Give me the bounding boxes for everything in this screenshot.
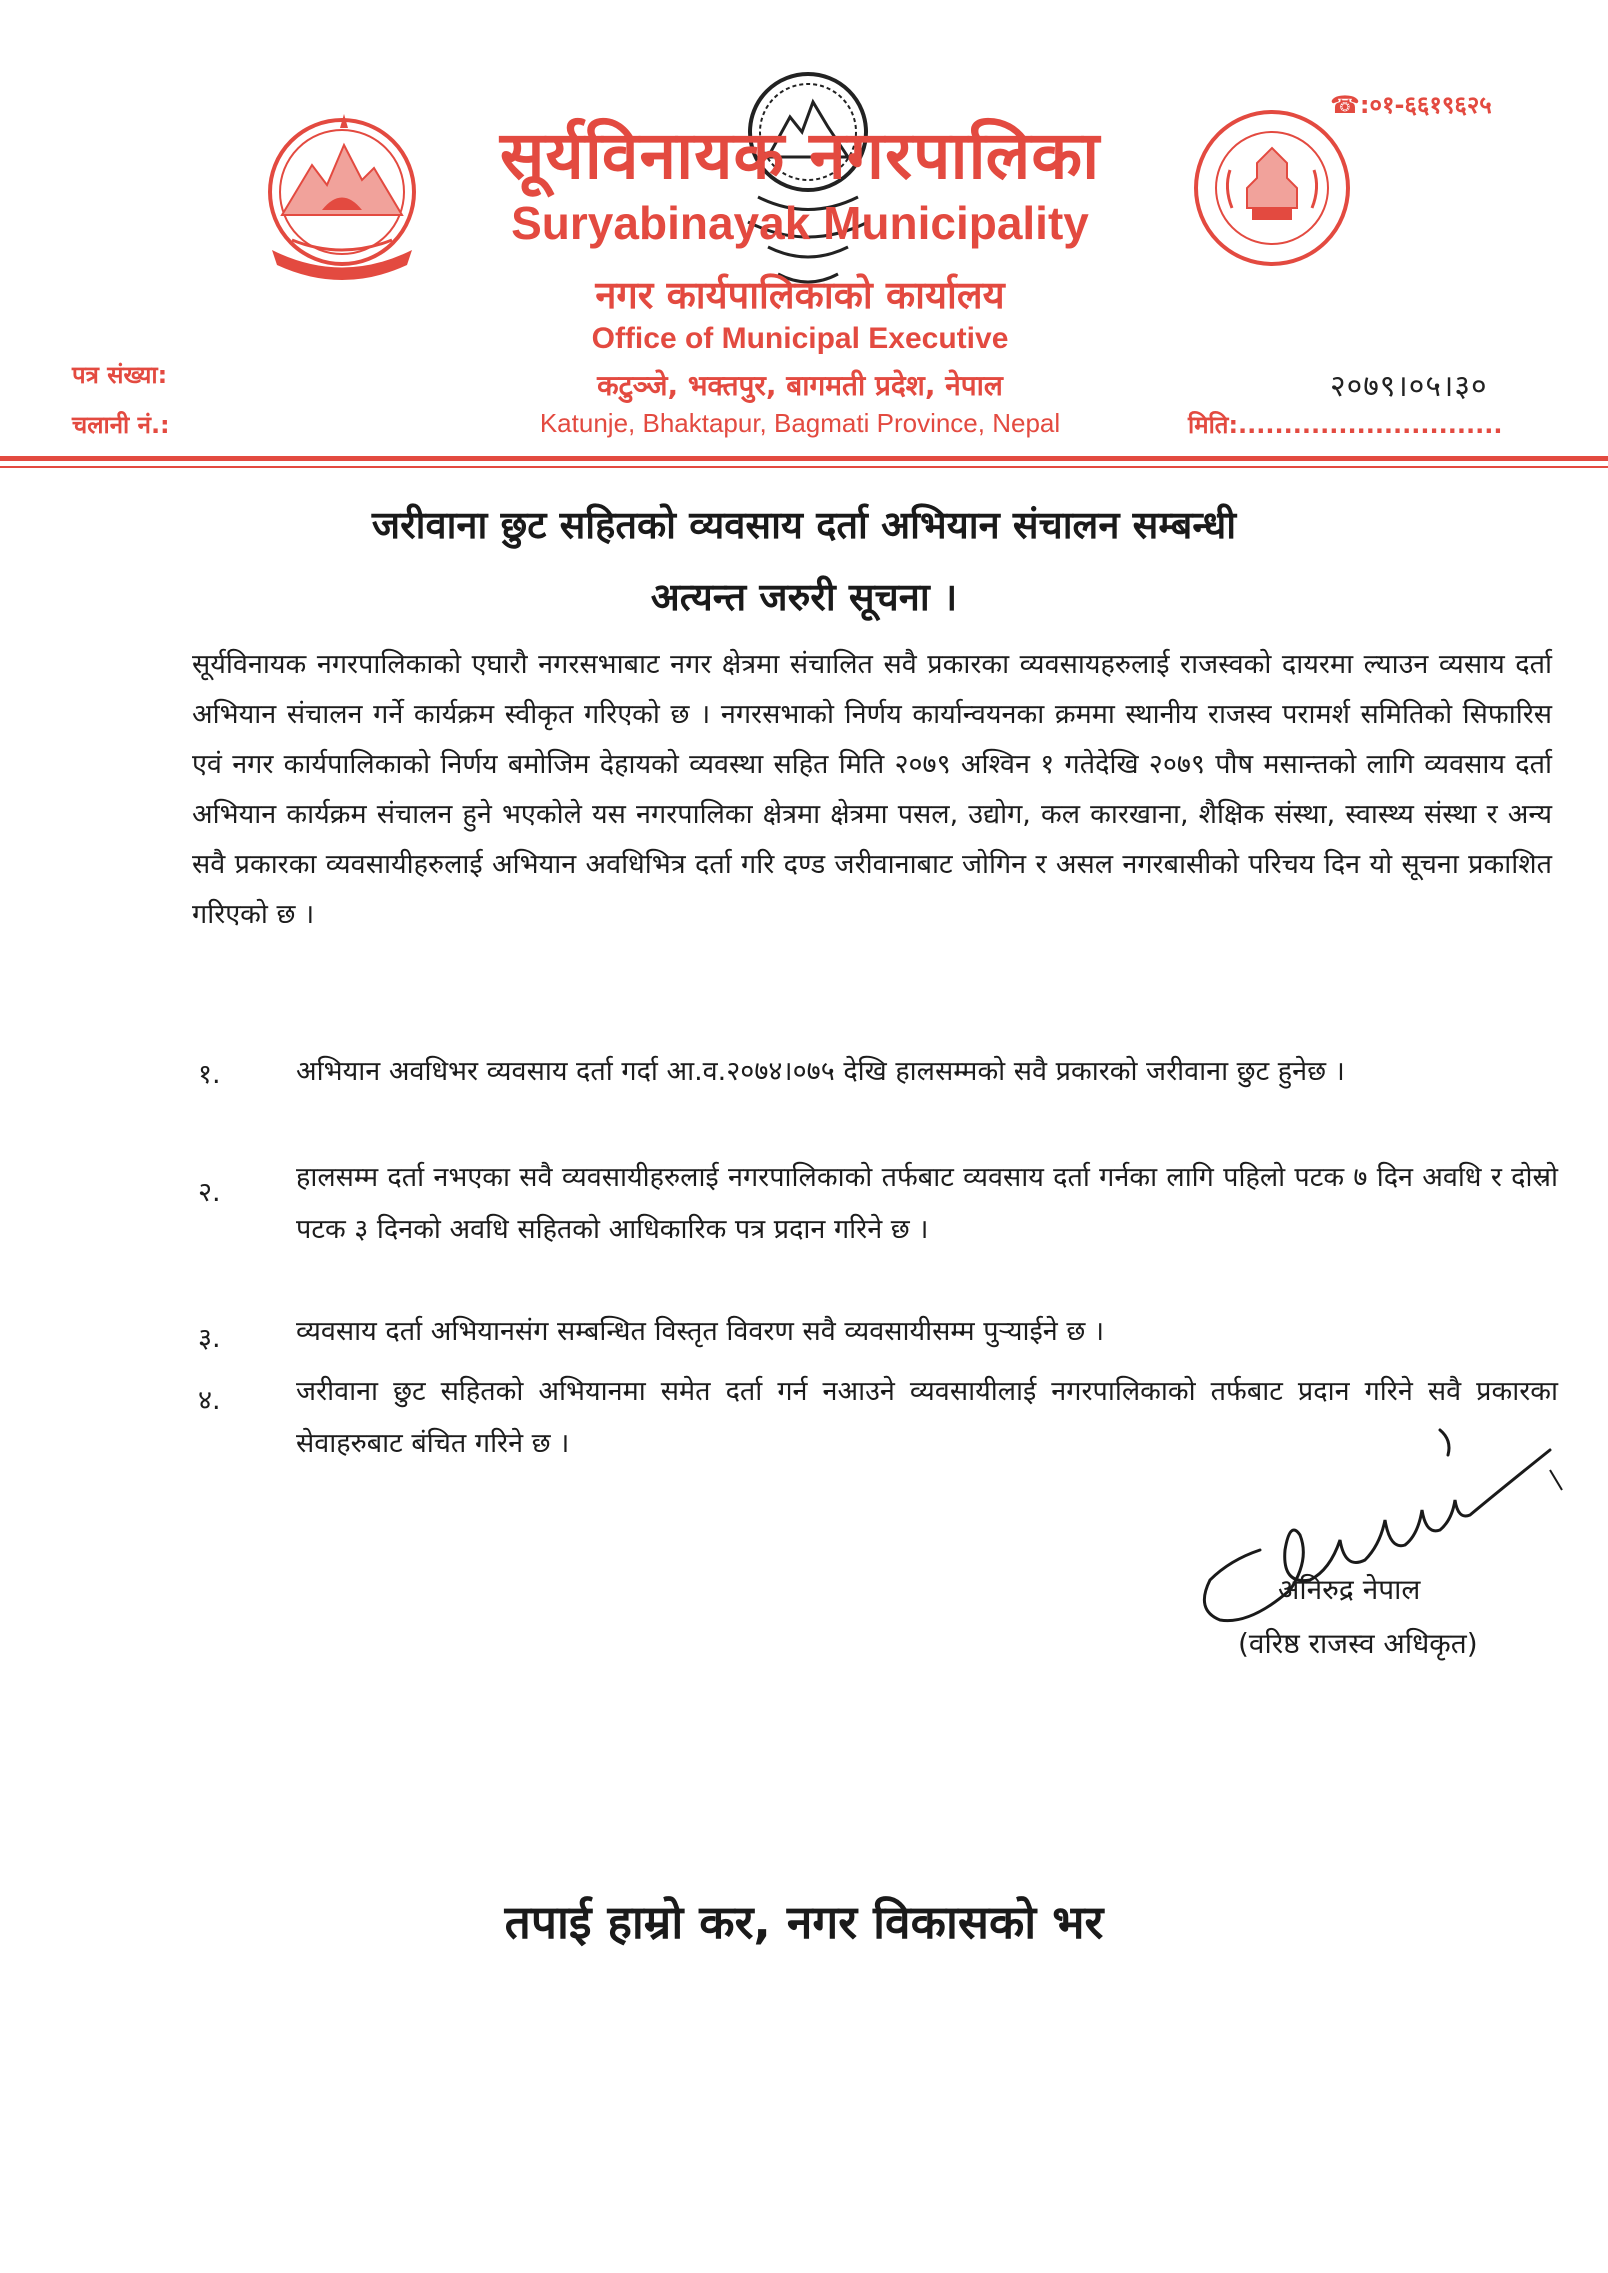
municipality-title-nepali: सूर्यविनायक नगरपालिका: [499, 117, 1101, 194]
header-divider-thick: [0, 456, 1608, 461]
list-item-text: अभियान अवधिभर व्यवसाय दर्ता गर्दा आ.व.२०७४।०७५ देखि हालसम्मको सवै प्रकारको जरीवाना छुट हुनेछ ।: [296, 1056, 1345, 1087]
letterhead: [0, 0, 1608, 470]
footer-slogan: तपाई हाम्रो कर, नगर विकासको भर: [504, 1895, 1104, 1949]
notice-paragraph: सूर्यविनायक नगरपालिकाको एघारौ नगरसभाबाट नगर क्षेत्रमा संचालित सवै प्रकारका व्यवसायहरुलाई राजस्वको दायरमा ल्याउन व्यसाय दर्ता अभियान संचालन गर्ने कार्यक्रम स्वीकृत गरिएको छ । नगरसभाको निर्णय कार्यान्वयनका क्रममा स्थानीय राजस्व परामर्श समितिको सिफारिस एवं नगर कार्यपालिकाको निर्णय बमोजिम देहायको व्यवस्था सहित मिति २०७९ अश्विन १ गतेदेखि २०७९ पौष मसान्तको लागि व्यवसाय दर्ता अभियान कार्यक्रम संचालन हुने भएकोले यस नगरपालिका क्षेत्रमा क्षेत्रमा पसल, उद्योग, कल कारखाना, शैक्षिक संस्था, स्वास्थ्य संस्था र अन्य सवै प्रकारका व्यवसायीहरुलाई अभियान अवधिभित्र दर्ता गरि दण्ड जरीवानाबाट जोगिन र असल नगरबासीको परिचय दिन यो सूचना प्रकाशित गरिएको छ ।: [192, 649, 1552, 930]
header-divider-thin: [0, 466, 1608, 468]
address-nepali: कटुञ्जे, भक्तपुर, बागमती प्रदेश, नेपाल: [597, 369, 1003, 402]
office-name-english: Office of Municipal Executive: [591, 322, 1009, 355]
list-item-number: ३.: [198, 1323, 221, 1354]
dispatch-number-label: चलानी नं.:: [72, 411, 170, 439]
list-item-number: १.: [198, 1059, 221, 1090]
list-item-number: ४.: [198, 1385, 221, 1416]
list-item-text: व्यवसाय दर्ता अभियानसंग सम्बन्धित विस्तृत विवरण सवै व्यवसायीसम्म पुर्‍याईने छ ।: [296, 1316, 1105, 1347]
notice-heading-line1: जरीवाना छुट सहितको व्यवसाय दर्ता अभियान संचालन सम्बन्धी: [371, 503, 1237, 547]
list-item-text: हालसम्म दर्ता नभएका सवै व्यवसायीहरुलाई नगरपालिकाको तर्फबाट व्यवसाय दर्ता गर्नका लागि पहिलो पटक ७ दिन अवधि र दोस्रो पटक ३ दिनको अवधि सहितको आधिकारिक पत्र प्रदान गरिने छ ।: [296, 1162, 1558, 1245]
letter-number-label: पत्र संख्या:: [72, 361, 168, 389]
address-english: Katunje, Bhaktapur, Bagmati Province, Nepal: [539, 408, 1061, 438]
municipality-title-english: Suryabinayak Municipality: [511, 197, 1089, 249]
date-label: मिति:.............................: [1188, 411, 1503, 439]
signatory-title: (वरिष्ठ राजस्व अधिकृत): [1238, 1627, 1478, 1660]
date-value: २०७९।०५।३०: [1330, 369, 1488, 404]
list-item-number: २.: [198, 1177, 221, 1208]
notice-heading-line2: अत्यन्त जरुरी सूचना ।: [650, 575, 958, 619]
list-item-text: जरीवाना छुट सहितको अभियानमा समेत दर्ता गर्न नआउने व्यवसायीलाई नगरपालिकाको तर्फबाट प्रदान गरिने सवै प्रकारका सेवाहरुबाट बंचित गरिने छ ।: [296, 1376, 1558, 1459]
signatory-name: अनिरुद्र नेपाल: [1278, 1573, 1421, 1606]
phone-number: ☎:०१-६६१९६२५: [1330, 91, 1492, 119]
office-name-nepali: नगर कार्यपालिकाको कार्यालय: [595, 273, 1005, 317]
